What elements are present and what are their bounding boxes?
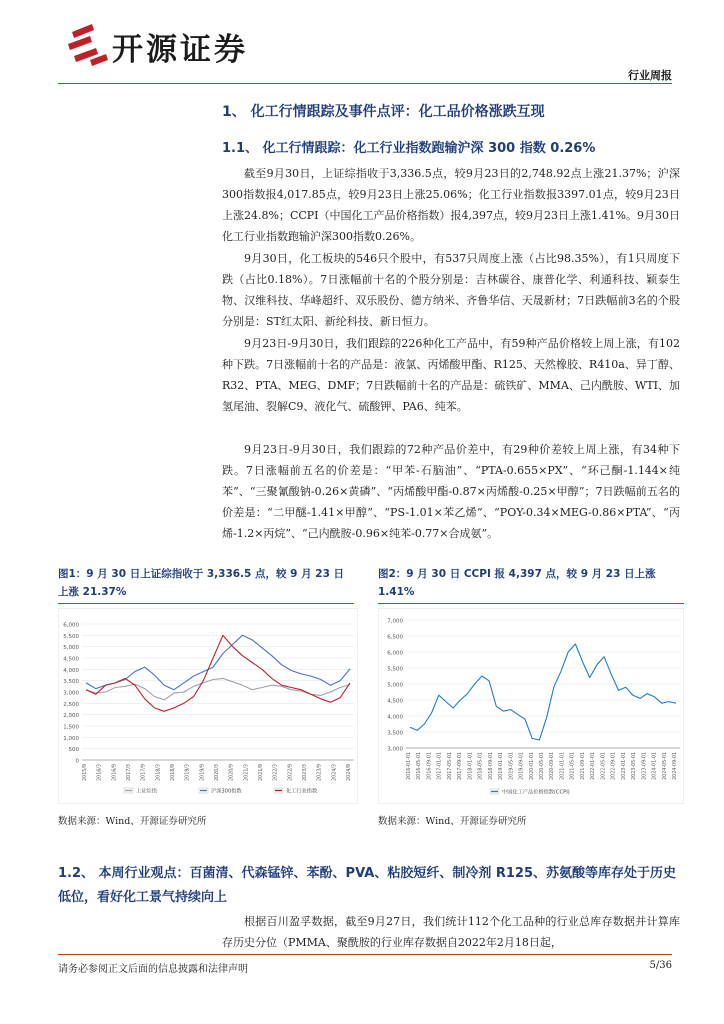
x-tick-label: 2016-09-01 — [427, 752, 433, 780]
x-tick-label: 2017-01-01 — [437, 752, 443, 780]
x-tick-label: 2020-01-01 — [529, 752, 535, 780]
x-tick-label: 2017-09-01 — [458, 752, 464, 780]
x-tick-label: 2019-01-01 — [499, 752, 505, 780]
x-tick-label: 2018-09-01 — [488, 752, 494, 780]
company-logo-mark — [66, 22, 110, 68]
legend-label: 沪深300指数 — [211, 788, 242, 795]
x-tick-label: 2023/3 — [303, 764, 308, 781]
subsection-title-1-2: 1.2、 本周行业观点：百菌清、代森锰锌、苯酚、PVA、粘胶短纤、制冷剂 R125、苏氨酸等库存处于历史低位，看好化工景气持续向上 — [58, 866, 676, 905]
y-tick-label: 1,500 — [63, 724, 79, 731]
x-tick-label: 2022/9 — [288, 764, 294, 781]
x-tick-label: 2016/9 — [112, 764, 118, 781]
y-tick-label: 3,500 — [63, 679, 79, 686]
x-tick-label: 2018-05-01 — [478, 752, 484, 780]
x-tick-label: 2023-01-01 — [621, 752, 627, 780]
x-tick-label: 2020/9 — [229, 764, 235, 781]
y-tick-label: 2,500 — [63, 701, 79, 708]
x-tick-label: 2015/9 — [83, 764, 88, 781]
figure2-source: 数据来源：Wind、开源证券研究所 — [378, 816, 527, 827]
legend-label: 化工行业指数 — [286, 788, 318, 795]
x-tick-label: 2024-09-01 — [673, 752, 678, 780]
x-tick-label: 2017-05-01 — [447, 752, 453, 780]
report-type: 行业周报 — [628, 69, 672, 82]
figure2-caption: 图2：9 月 30 日 CCPI 报 4,397 点，较 9 月 23 日上涨 1.41% — [378, 568, 656, 598]
footer-divider — [58, 954, 672, 955]
y-tick-label: 3,500 — [387, 730, 403, 737]
legend-label: 中国化工产品价格指数(CCPI) — [502, 789, 570, 796]
y-tick-label: 2,000 — [63, 713, 79, 720]
paragraph-inventory: 根据百川盈孚数据，截至9月27日，我们统计112个化工品种的行业总库存数据并计算库存历史分位（PMMA、聚酰胺的行业库存数据自2022年2月18日起， — [222, 915, 680, 949]
paragraph-market-summary: 截至9月30日，上证综指收于3,336.5点，较9月23日的2,748.92点上涨21.37%；沪深300指数报4,017.85点，较9月23日上涨25.06%；化工行业指数报3397.01点，较9月23日上涨24.8%；CCPI（中国化工产品价格指数）报4,397点，较9月23日上涨1.41%。9月30日化工行业指数跑输沪深300指数0.26%。 — [222, 167, 680, 243]
x-tick-label: 2024/9 — [347, 764, 352, 781]
x-tick-label: 2023/9 — [317, 764, 323, 781]
page-number: 5/36 — [649, 960, 672, 971]
x-tick-label: 2021/3 — [244, 764, 250, 781]
y-tick-label: 6,000 — [387, 650, 403, 657]
figure1-source: 数据来源：Wind、开源证券研究所 — [58, 816, 207, 827]
x-tick-label: 2016-01-01 — [407, 752, 412, 780]
x-tick-label: 2024-01-01 — [652, 752, 658, 780]
y-tick-label: 3,000 — [387, 746, 403, 753]
x-tick-label: 2024/3 — [332, 764, 338, 781]
section-title: 1、 化工行情跟踪及事件点评：化工品价格涨跌互现 — [222, 104, 545, 120]
figure1-chart — [58, 608, 358, 804]
y-tick-label: 7,000 — [387, 618, 403, 625]
x-tick-label: 2020-05-01 — [540, 752, 545, 780]
y-tick-label: 3,000 — [63, 690, 79, 697]
footer-disclaimer: 请务必参阅正文后面的信息披露和法律声明 — [58, 964, 248, 975]
figure1-caption-rule — [58, 603, 354, 604]
y-tick-label: 4,500 — [387, 698, 403, 705]
x-tick-label: 2019/9 — [200, 764, 206, 781]
x-tick-label: 2022-05-01 — [601, 752, 607, 780]
x-tick-label: 2020-09-01 — [550, 752, 556, 780]
x-tick-label: 2018/3 — [156, 764, 162, 781]
x-tick-label: 2024-05-01 — [662, 752, 668, 780]
x-tick-label: 2022-09-01 — [611, 752, 617, 780]
x-tick-label: 2019-05-01 — [509, 752, 515, 780]
figure1-caption: 图1：9 月 30 日上证综指收于 3,336.5 点，较 9 月 23 日上涨 21.37% — [58, 568, 345, 598]
x-tick-label: 2023-09-01 — [642, 752, 648, 780]
x-tick-label: 2018-01-01 — [468, 752, 474, 780]
paragraph-stock-movers: 9月30日，化工板块的546只个股中，有537只周度上涨（占比98.35%），有1只周度下跌（占比0.18%）。7日涨幅前十名的个股分别是：吉林碳谷、康普化学、利通科技、颖泰生物、汉维科技、华峰超纤、双乐股份、德方纳米、齐鲁华信、天晟新材；7日跌幅前3名的个股分别是：ST红太阳、新纶科技、新日恒力。 — [222, 252, 680, 328]
y-tick-label: 5,000 — [63, 645, 79, 652]
legend-label: 上证综指 — [136, 788, 157, 795]
x-tick-label: 2016-05-01 — [417, 752, 423, 780]
x-tick-label: 2023-05-01 — [632, 752, 638, 780]
x-tick-label: 2021-01-01 — [560, 752, 566, 780]
figure2-caption-rule — [378, 603, 684, 604]
x-tick-label: 2018/9 — [171, 764, 176, 781]
x-tick-label: 2022-01-01 — [591, 752, 597, 780]
paragraph-product-prices: 9月23日-9月30日，我们跟踪的226种化工产品中，有59种产品价格较上周上涨，有102种下跌。7日涨幅前十名的产品是：液氯、丙烯酸甲酯、R125、天然橡胶、R410a、异丁醇、R32、PTA、MEG、DMF；7日跌幅前十名的产品是：硫铁矿、MMA、己内酰胺、WTI、加氢尾油、裂解C9、液化气、硫酸钾、PA6、纯苯。 — [222, 337, 680, 413]
x-tick-label: 2020/3 — [215, 764, 220, 781]
chart-frame — [58, 608, 358, 804]
x-tick-label: 2016/3 — [97, 764, 103, 781]
figure2-chart — [378, 608, 684, 804]
header-divider — [58, 83, 672, 84]
y-tick-label: 4,000 — [387, 714, 403, 721]
x-tick-label: 2021-05-01 — [570, 752, 576, 780]
x-tick-label: 2017/9 — [141, 764, 147, 781]
y-tick-label: 5,500 — [387, 666, 403, 673]
x-tick-label: 2022/3 — [273, 764, 279, 781]
y-tick-label: 4,500 — [63, 656, 79, 663]
y-tick-label: 5,500 — [63, 633, 79, 640]
y-tick-label: 6,000 — [63, 622, 79, 629]
subsection-title: 1.1、 化工行情跟踪：化工行业指数跑输沪深 300 指数 0.26% — [222, 141, 596, 156]
y-tick-label: 5,000 — [387, 682, 403, 689]
y-tick-label: 4,000 — [63, 667, 79, 674]
y-tick-label: 500 — [68, 747, 79, 754]
y-tick-label: 1,000 — [63, 735, 79, 742]
x-tick-label: 2019-09-01 — [519, 752, 525, 780]
x-tick-label: 2021-09-01 — [580, 752, 586, 780]
x-tick-label: 2017/3 — [127, 764, 132, 781]
brand-name: 开源证券 — [112, 32, 248, 68]
y-tick-label: 0 — [75, 758, 79, 765]
paragraph-price-spreads: 9月23日-9月30日，我们跟踪的72种产品价差中，有29种价差较上周上涨，有34种下跌。7日涨幅前五名的价差是：“甲苯-石脑油”、“PTA-0.655×PX”、“环己酮-1.144×纯苯”、“三聚氰酸钠-0.26×黄磷”、“丙烯酸甲酯-0.87×丙烯酸-0.25×甲醇”；7日跌幅前五名的价差是：“二甲醚-1.41×甲醇”、“PS-1.01×苯乙烯”、“POY-0.34×MEG-0.86×PTA”、“丙烯-1.2×丙烷”、“己内酰胺-0.96×纯苯-0.77×合成氨”。 — [222, 443, 680, 540]
y-tick-label: 6,500 — [387, 634, 403, 641]
x-tick-label: 2021/9 — [259, 764, 264, 781]
x-tick-label: 2019/3 — [185, 764, 191, 781]
